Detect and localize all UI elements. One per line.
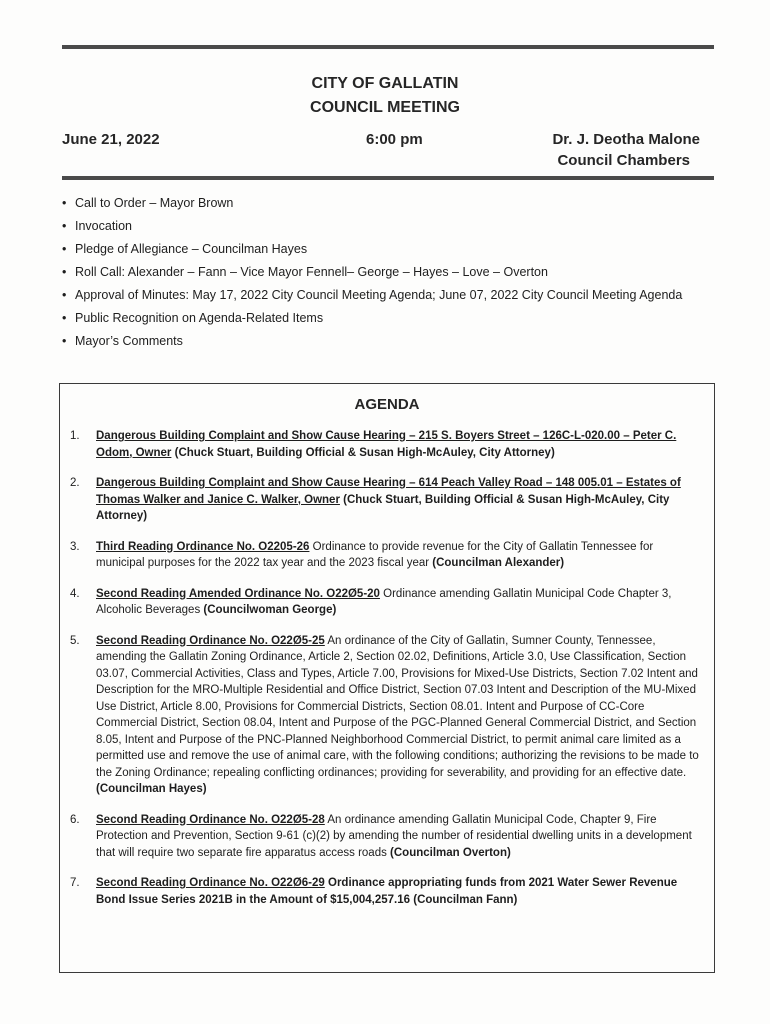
- list-item: • Call to Order – Mayor Brown: [62, 195, 722, 212]
- agenda-item-title: Dangerous Building Complaint and Show Cause Hearing – 614 Peach Valley Road – 148 005.01 – Estates of Thomas Walker and Janice C. Walker, Owner: [96, 477, 681, 506]
- agenda-item-title: Second Reading Amended Ordinance No. O22Ø5-20: [96, 587, 380, 600]
- agenda-item-sponsor: (Councilman Alexander): [432, 557, 565, 569]
- meeting-title: COUNCIL MEETING: [310, 99, 460, 116]
- agenda-item-title: Second Reading Ordinance No. O22Ø5-25: [96, 634, 325, 647]
- agenda-item-sponsor: (Chuck Stuart, Building Official & Susan High-McAuley, City Attorney): [174, 446, 555, 459]
- agenda-item-text: Ordinance to provide revenue for the City of Gallatin Tennessee for municipal purposes for the 2022 tax year and the 2023 fiscal year: [96, 540, 654, 569]
- agenda-item-text: Ordinance appropriating funds from 2021 Water Sewer Revenue Bond Issue Series 2021B in the Amount of $15,004,257.16: [96, 877, 678, 906]
- city-title: CITY OF GALLATIN: [311, 75, 459, 92]
- agenda-item-title: Third Reading Ordinance No. O2205-26: [96, 540, 310, 553]
- agenda-item-number: 2.: [70, 477, 80, 489]
- agenda-item-title: Dangerous Building Complaint and Show Cause Hearing – 215 S. Boyers Street – 126C-L-020.00 – Peter C. Odom, Owner: [96, 430, 677, 459]
- meeting-venue-line2: Council Chambers: [557, 152, 690, 169]
- agenda-item-number: 4.: [70, 587, 80, 600]
- agenda-box: [59, 383, 715, 973]
- agenda-item: [70, 586, 702, 619]
- agenda-items-list: [70, 428, 702, 908]
- agenda-item-text: An ordinance amending Gallatin Municipal Code, Chapter 9, Fire Protection and Prevention, Section 9-61 (c)(2) by amending the number of residential dwelling units in a development that will require two separate fire apparatus access roads: [96, 813, 692, 859]
- meeting-date: June 21, 2022: [62, 131, 160, 148]
- agenda-item: [70, 428, 702, 461]
- agenda-item-title: Second Reading Ordinance No. O22Ø5-28: [96, 813, 325, 826]
- agenda-item-sponsor: (Councilman Hayes): [96, 783, 207, 795]
- meeting-time: 6:00 pm: [366, 131, 423, 148]
- agenda-item-text: An ordinance of the City of Gallatin, Sumner County, Tennessee, amending the Gallatin Zoning Ordinance, Article 2, Section 02.02, Definitions, Article 3.0, Use Classification, Section 03.07, Commercial Activities, Class and Types, Article 7.00, Provisions for Mixed-Use Districts, Section 7.02 Intent and Description for the MRO-Multiple Residential and Office District, Section 07.03 Intent and Description of the MU-Mixed Use District, Article 8.00, Provisions for Commercial Districts, Section 08.01. Intent and Purpose of CC-Core Commercial District, Section 08.04, Intent and Purpose of the PGC-Planned General Commercial District, and Section 8.05, Intent and Purpose of the PNC-Planned Neighborhood Commercial District, to permit animal care limited as a permitted use and remove the use of animal care, with the following conditions; authorizing the revisions to be made to the Zoning Ordinance; repealing conflicting ordinances; providing for severability, and providing for an effective date.: [96, 634, 699, 779]
- agenda-item: [70, 633, 702, 798]
- agenda-item-number: 3.: [70, 540, 80, 553]
- meeting-venue-line1: Dr. J. Deotha Malone: [552, 131, 700, 148]
- top-rule: [62, 45, 714, 49]
- agenda-item: [70, 875, 702, 908]
- agenda-item-title: Second Reading Ordinance No. O22Ø6-29: [96, 877, 325, 889]
- list-item: • Roll Call: Alexander – Fann – Vice Mayor Fennell– George – Hayes – Love – Overton: [62, 264, 722, 281]
- list-item: • Mayor’s Comments: [62, 333, 722, 350]
- agenda-item-sponsor: (Councilman Overton): [390, 846, 511, 859]
- agenda-item-sponsor: (Councilwoman George): [203, 604, 337, 616]
- list-item: • Public Recognition on Agenda-Related Items: [62, 310, 722, 327]
- header-rule: [62, 176, 714, 180]
- list-item: • Invocation: [62, 218, 722, 235]
- agenda-item-sponsor: (Councilman Fann): [413, 893, 518, 906]
- agenda-item: [70, 539, 702, 572]
- agenda-item-number: 7.: [70, 877, 80, 889]
- agenda-item: [70, 475, 702, 525]
- agenda-item-text: Ordinance amending Gallatin Municipal Code Chapter 3, Alcoholic Beverages: [96, 587, 672, 616]
- agenda-item-sponsor: (Chuck Stuart, Building Official & Susan High-McAuley, City Attorney): [96, 493, 670, 522]
- agenda-item-number: 6.: [70, 813, 80, 826]
- opening-items-list: [62, 195, 722, 356]
- agenda-item-number: 1.: [70, 430, 80, 442]
- agenda-heading: AGENDA: [354, 396, 420, 413]
- list-item: • Pledge of Allegiance – Councilman Hayes: [62, 241, 722, 258]
- list-item: • Approval of Minutes: May 17, 2022 City Council Meeting Agenda; June 07, 2022 City Council Meeting Agenda: [62, 287, 722, 304]
- agenda-item: [70, 812, 702, 862]
- agenda-item-number: 5.: [70, 634, 80, 647]
